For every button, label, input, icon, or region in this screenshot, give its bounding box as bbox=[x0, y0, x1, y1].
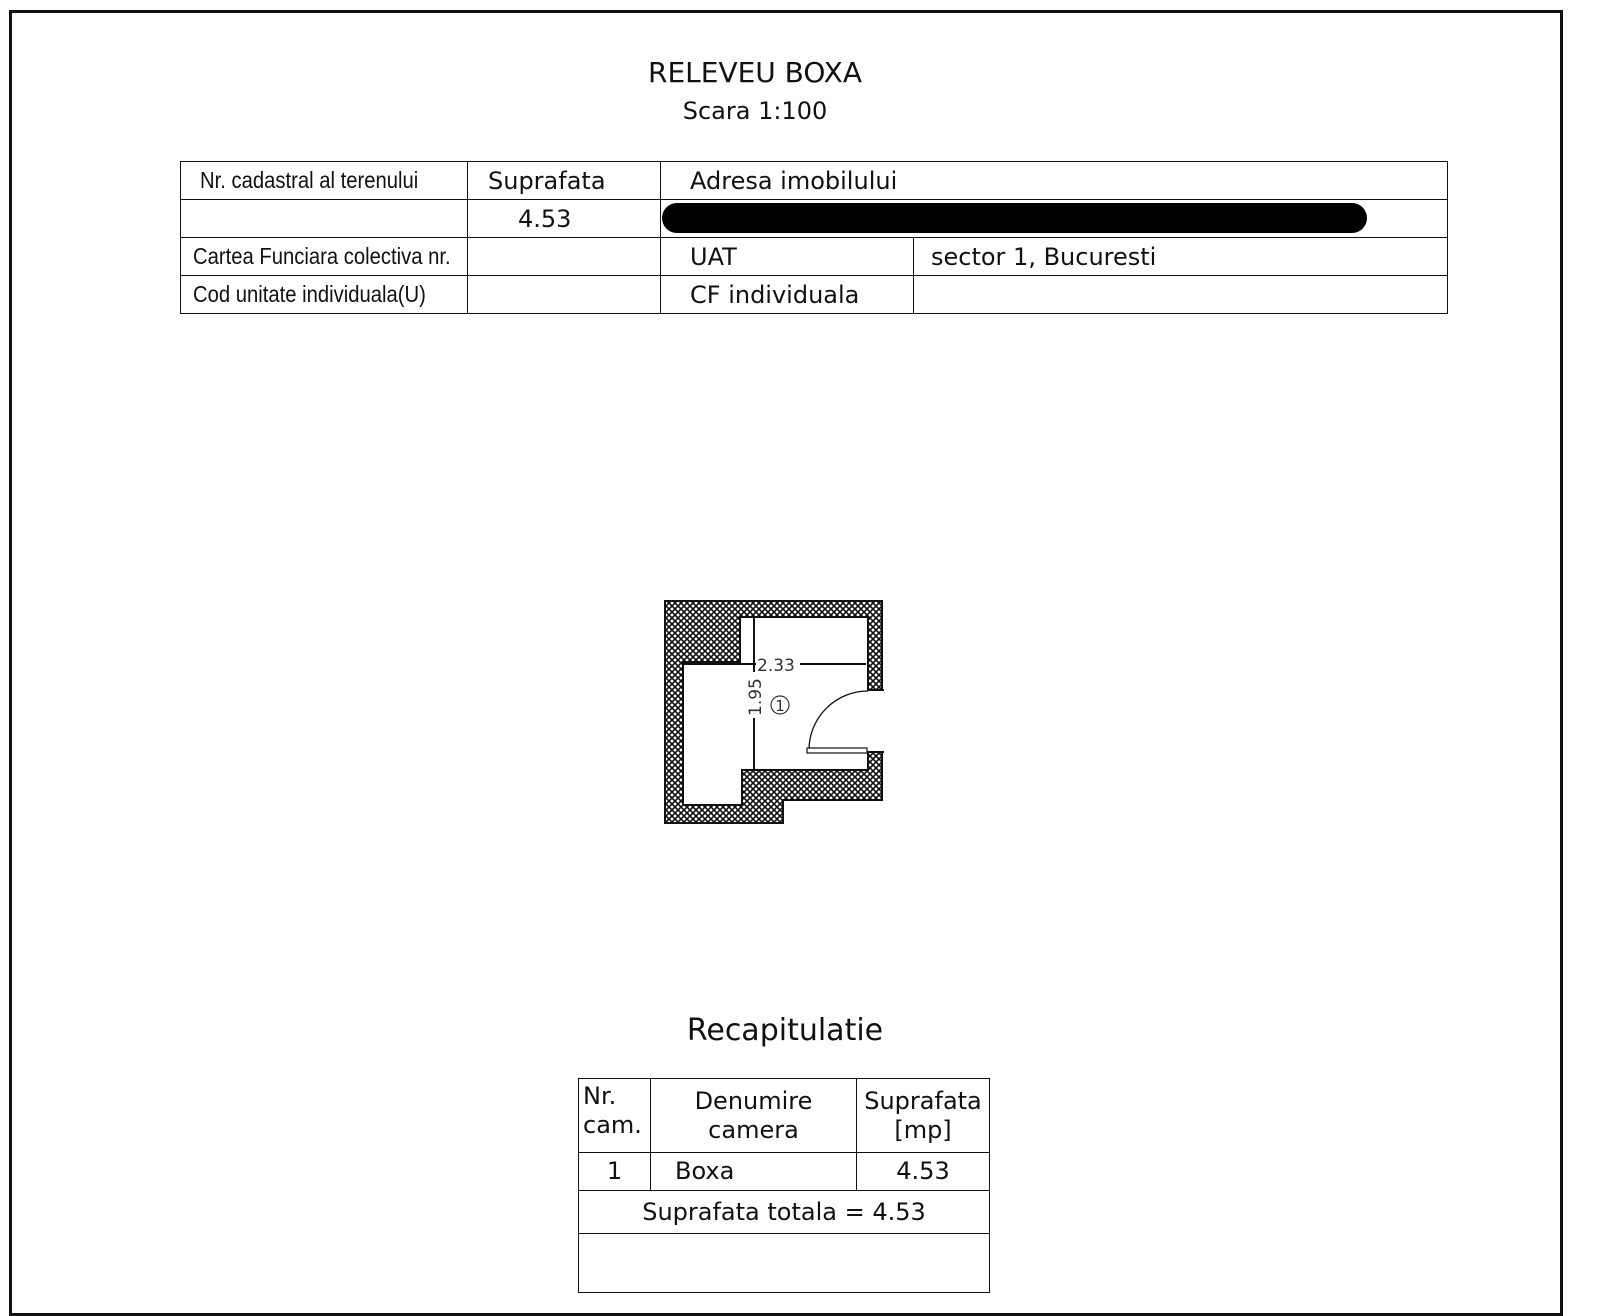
row-nr: 1 bbox=[578, 1152, 651, 1191]
width-dimension: 2.33 bbox=[757, 656, 795, 676]
scale-label: Scara 1:100 bbox=[682, 97, 828, 125]
total-area: Suprafata totala = 4.53 bbox=[578, 1190, 990, 1234]
page-title: RELEVEU BOXA bbox=[648, 56, 862, 89]
cod-unitate-label: Cod unitate individuala(U) bbox=[193, 281, 426, 307]
room-marker: 1 bbox=[775, 697, 785, 715]
door-leaf bbox=[807, 748, 867, 753]
header-nr-cam: Nr. cam. bbox=[578, 1078, 651, 1153]
row-area: 4.53 bbox=[856, 1152, 990, 1191]
door-opening bbox=[866, 691, 884, 751]
uat-label: UAT bbox=[660, 237, 914, 276]
row-name: Boxa bbox=[650, 1152, 857, 1191]
header-denumire: Denumire camera bbox=[650, 1078, 857, 1153]
header-suprafata: Suprafata [mp] bbox=[856, 1078, 990, 1153]
cf-individuala-label: CF individuala bbox=[660, 275, 914, 314]
recap-title: Recapitulatie bbox=[686, 1013, 884, 1048]
height-dimension: 1.95 bbox=[746, 678, 766, 716]
uat-value: sector 1, Bucuresti bbox=[913, 237, 1448, 276]
nr-cadastral-label: Nr. cadastral al terenului bbox=[199, 167, 419, 193]
suprafata-value: 4.53 bbox=[467, 199, 661, 238]
suprafata-label: Suprafata bbox=[467, 161, 661, 200]
recap-extra-row bbox=[578, 1233, 990, 1293]
door-swing-arc bbox=[809, 691, 868, 750]
adresa-label: Adresa imobilului bbox=[660, 161, 1448, 200]
cf-colectiva-label: Cartea Funciara colectiva nr. bbox=[193, 243, 451, 269]
